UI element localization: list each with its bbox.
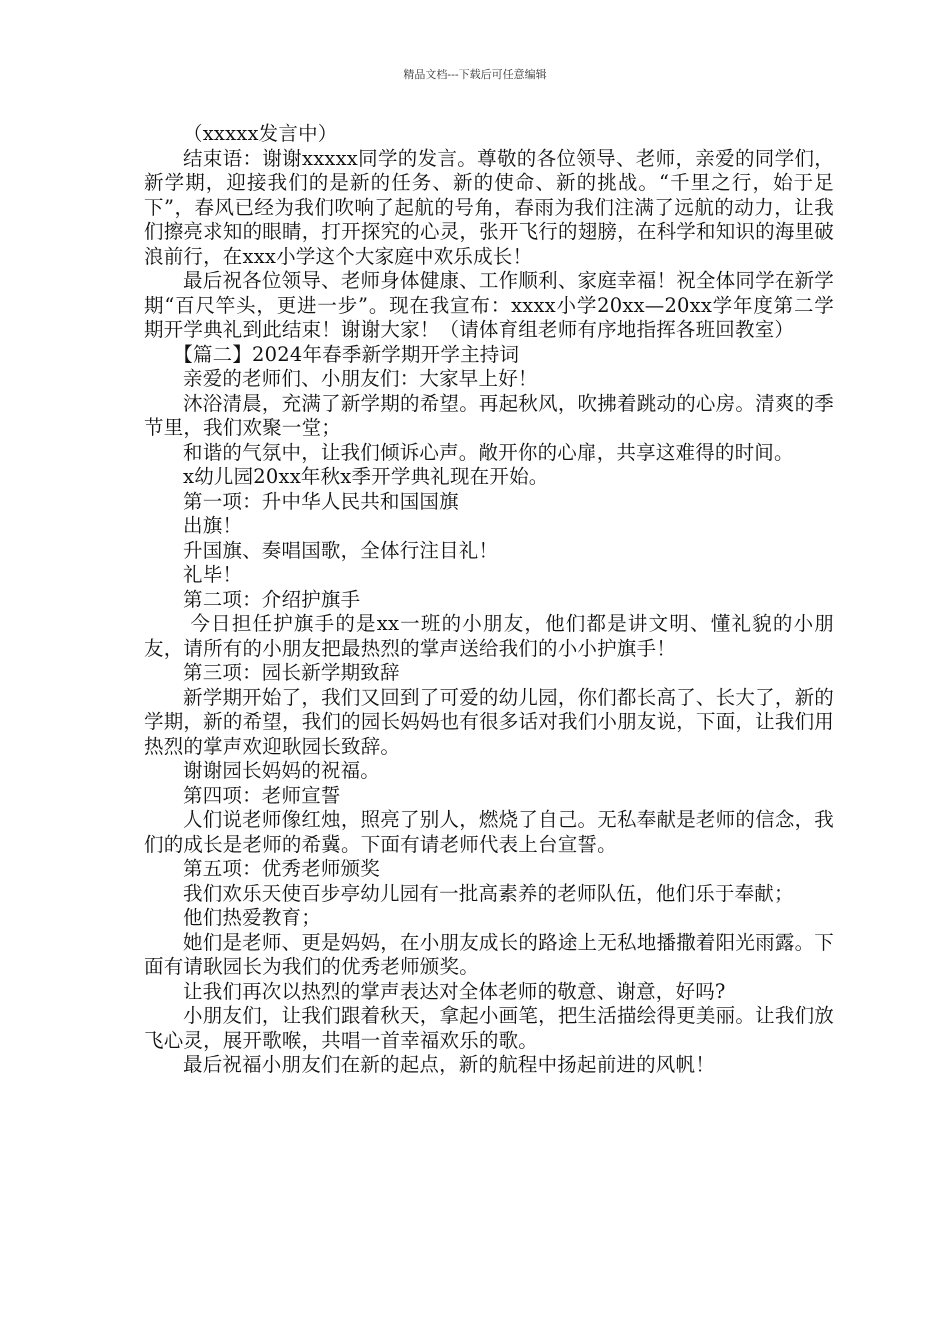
body-paragraph: 第一项：升中华人民共和国国旗 — [183, 489, 459, 513]
body-paragraph: （xxxxx发言中） — [183, 122, 338, 145]
body-paragraph: 结束语：谢谢xxxxx同学的发言。尊敬的各位领导、老师，亲爱的同学们，新学期，迎接我们的是新的任务、新的使命、新的挑战。“千里之行，始于足下”，春风已经为我们吹响了起航的号角，春雨为我们注满了远航的动力，让我们擦亮求知的眼睛，打开探究的心灵，张开飞行的翅膀，在科学和知识的海里破浪前行，在xxx小学这个大家庭中欢乐成长！ — [144, 146, 834, 268]
body-paragraph: 沐浴清晨，充满了新学期的希望。再起秋风，吹拂着跳动的心房。清爽的季节里，我们欢聚一堂； — [144, 391, 834, 439]
body-paragraph: 他们热爱教育； — [183, 906, 321, 929]
body-paragraph: 最后祝福小朋友们在新的起点，新的航程中扬起前进的风帆！ — [183, 1053, 715, 1076]
body-paragraph: 和谐的气氛中，让我们倾诉心声。敞开你的心扉，共享这难得的时间。 — [183, 440, 794, 464]
body-paragraph: 亲爱的老师们、小朋友们：大家早上好！ — [183, 367, 538, 390]
body-paragraph: 让我们再次以热烈的掌声表达对全体老师的敬意、谢意，好吗? — [183, 979, 726, 1003]
body-paragraph: x幼儿园20xx年秋x季开学典礼现在开始。 — [183, 465, 549, 488]
body-paragraph: 第五项：优秀老师颁奖 — [183, 857, 381, 880]
body-paragraph: 小朋友们，让我们跟着秋天，拿起小画笔，把生活描绘得更美丽。让我们放飞心灵，展开歌喉，共唱一首幸福欢乐的歌。 — [144, 1004, 834, 1052]
document-body — [144, 122, 834, 1078]
body-paragraph: 今日担任护旗手的是xx一班的小朋友，他们都是讲文明、懂礼貌的小朋友，请所有的小朋友把最热烈的掌声送给我们的小小护旗手！ — [144, 612, 834, 660]
body-paragraph: 我们欢乐天使百步亭幼儿园有一批高素养的老师队伍，他们乐于奉献； — [183, 881, 794, 905]
body-paragraph: 谢谢园长妈妈的祝福。 — [183, 759, 381, 782]
page-header: 精品文档---下载后可任意编辑 — [403, 68, 547, 81]
body-paragraph: 礼毕！ — [183, 563, 243, 586]
body-paragraph: 新学期开始了，我们又回到了可爱的幼儿园，你们都长高了、长大了，新的学期，新的希望，我们的园长妈妈也有很多话对我们小朋友说，下面，让我们用热烈的掌声欢迎耿园长致辞。 — [144, 685, 834, 758]
body-paragraph: 第二项：介绍护旗手 — [183, 587, 361, 611]
body-paragraph: 她们是老师、更是妈妈，在小朋友成长的路途上无私地播撒着阳光雨露。下面有请耿园长为我们的优秀老师颁奖。 — [144, 930, 834, 978]
body-paragraph: 升国旗、奏唱国歌，全体行注目礼！ — [183, 538, 499, 562]
body-paragraph: 出旗！ — [183, 514, 243, 537]
body-paragraph: 人们说老师像红烛，照亮了别人，燃烧了自己。无私奉献是老师的信念，我们的成长是老师的希冀。下面有请老师代表上台宣誓。 — [144, 808, 834, 856]
body-paragraph: 最后祝各位领导、老师身体健康、工作顺利、家庭幸福！祝全体同学在新学期“百尺竿头，更进一步”。现在我宣布：xxxx小学20xx—20xx学年度第二学期开学典礼到此结束！谢谢大家！（请体育组老师有序地指挥各班回教室） — [144, 269, 834, 341]
body-paragraph: 第三项：园长新学期致辞 — [183, 661, 400, 684]
body-paragraph: 第四项：老师宣誓 — [183, 783, 341, 807]
section-heading: 【篇二】2024年春季新学期开学主持词 — [173, 342, 520, 366]
